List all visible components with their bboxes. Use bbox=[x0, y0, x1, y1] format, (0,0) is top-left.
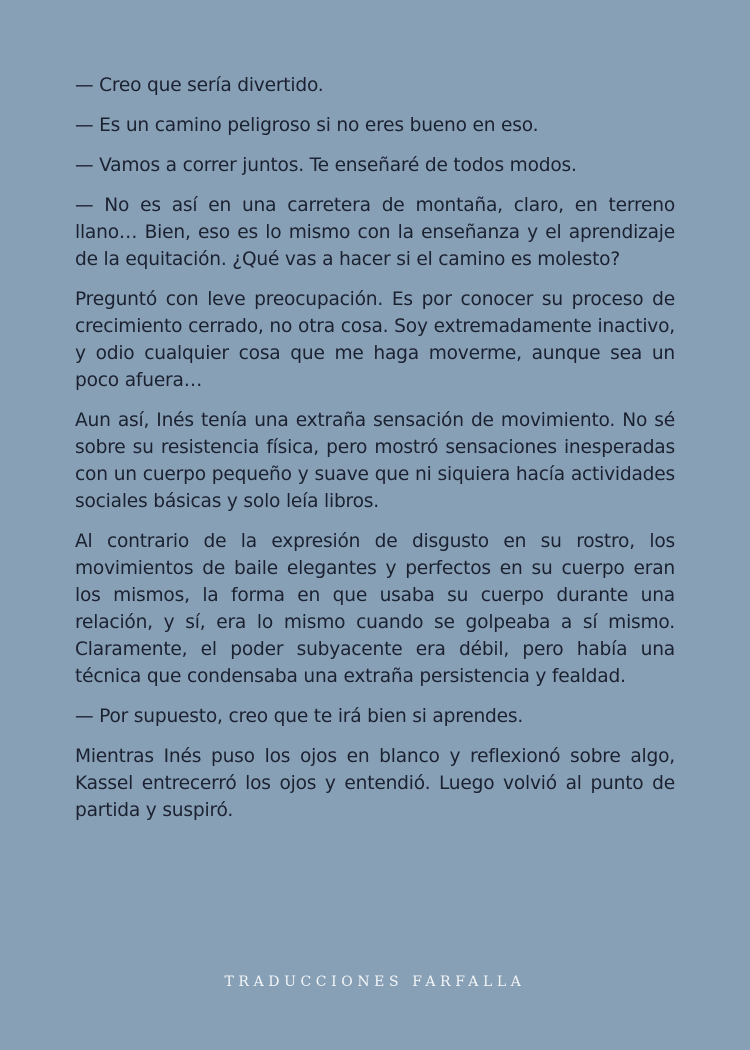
narrative-paragraph: Al contrario de la expresión de disgusto en su rostro, los movimientos de baile elegantes y perfectos en su cuerpo eran los mismos, la forma en que usaba su cuerpo durante una relación, y sí, era lo mismo cuando se golpeaba a sí mismo. Claramente, el poder subyacente era débil, pero había una técnica que condensaba una extraña persistencia y fealdad. bbox=[75, 531, 675, 687]
dialogue-line: — No es así en una carretera de montaña, claro, en terreno llano… Bien, eso es lo mismo con la enseñanza y el aprendizaje de la equitación. ¿Qué vas a hacer si el camino es molesto? bbox=[75, 195, 675, 270]
narrative-paragraph: Preguntó con leve preocupación. Es por conocer su proceso de crecimiento cerrado, no otra cosa. Soy extremadamente inactivo, y odio cualquier cosa que me haga moverme, aunque sea un poco afuera… bbox=[75, 289, 675, 391]
narrative-paragraph: Aun así, Inés tenía una extraña sensación de movimiento. No sé sobre su resistencia física, pero mostró sensaciones inesperadas con un cuerpo pequeño y suave que ni siquiera hacía actividades sociales básicas y solo leía libros. bbox=[75, 410, 675, 512]
narrative-paragraph: Mientras Inés puso los ojos en blanco y reflexionó sobre algo, Kassel entrecerró los ojos y entendió. Luego volvió al punto de partida y suspiró. bbox=[75, 746, 675, 821]
translator-credit-footer: TRADUCCIONES FARFALLA bbox=[224, 974, 526, 990]
document-body bbox=[75, 72, 675, 837]
dialogue-line: — Creo que sería divertido. bbox=[75, 75, 324, 96]
dialogue-line: — Es un camino peligroso si no eres bueno en eso. bbox=[75, 115, 539, 136]
dialogue-line: — Vamos a correr juntos. Te enseñaré de todos modos. bbox=[75, 155, 577, 176]
dialogue-line: — Por supuesto, creo que te irá bien si aprendes. bbox=[75, 706, 524, 727]
